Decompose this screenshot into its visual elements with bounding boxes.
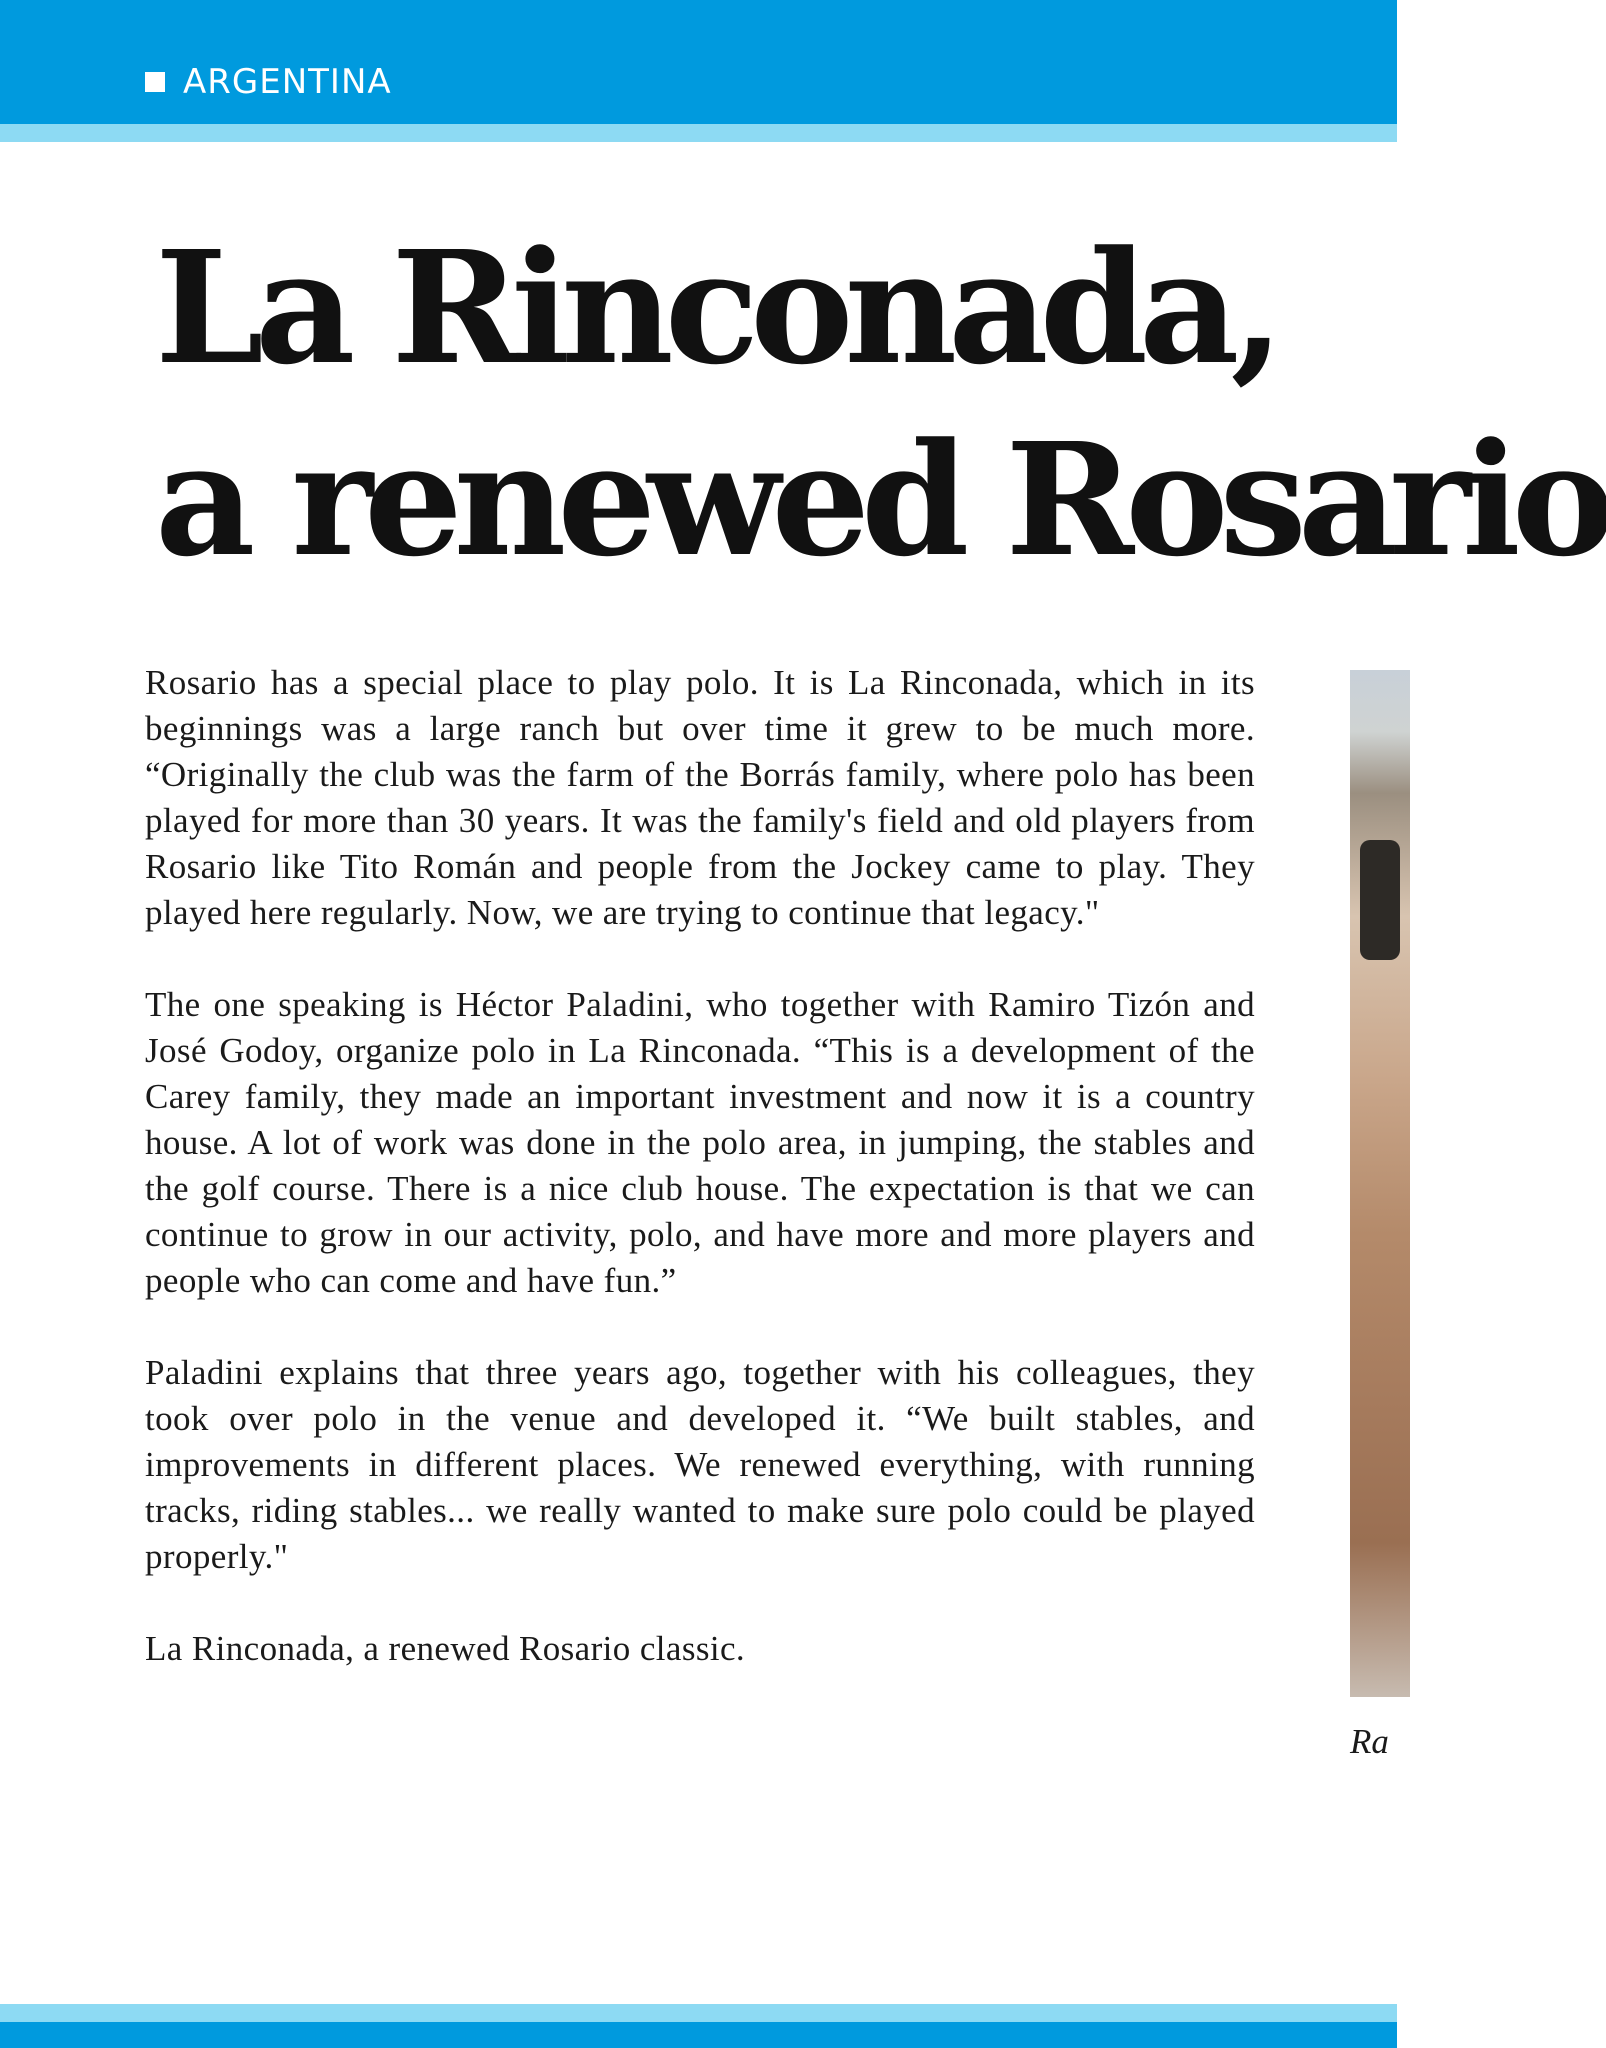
article-paragraph-2: The one speaking is Héctor Paladini, who together with Ramiro Tizón and José Godoy, organize polo in La Rinconada. “This is a development of the Carey family, they made an important investment and now it is a country house. A lot of work was done in the polo area, in jumping, the stables and the golf course. There is a nice club house. The expectation is that we can continue to grow in our activity, polo, and have more and more players and people who can come and have fun.” bbox=[145, 985, 1255, 1300]
bottom-color-bar bbox=[0, 2022, 1397, 2048]
article-closing-line: La Rinconada, a renewed Rosario classic. bbox=[145, 1629, 746, 1668]
headline-line-2: a renewed Rosario bbox=[155, 408, 1606, 591]
photo-caption: Ra bbox=[1350, 1722, 1389, 1761]
article-paragraph-3: Paladini explains that three years ago, together with his colleagues, they took over polo in the venue and developed it. “We built stables, and improvements in different places. We renewed everything, with running tracks, riding stables... we really wanted to make sure polo could be played properly." bbox=[145, 1353, 1255, 1576]
photo-detail bbox=[1360, 840, 1400, 960]
article-paragraph-1: Rosario has a special place to play polo. It is La Rinconada, which in its beginnings was a large ranch but over time it grew to be much more. “Originally the club was the farm of the Borrás family, where polo has been played for more than 30 years. It was the family's field and old players from Rosario like Tito Román and people from the Jockey came to play. They played here regularly. Now, we are trying to continue that legacy." bbox=[145, 663, 1255, 932]
square-icon bbox=[145, 72, 165, 92]
section-label: ARGENTINA bbox=[183, 62, 392, 102]
article-body bbox=[145, 660, 1255, 1672]
article-headline bbox=[155, 212, 1606, 596]
bottom-accent-stripe bbox=[0, 2004, 1397, 2022]
headline-line-1: La Rinconada, bbox=[155, 216, 1276, 399]
section-tag bbox=[145, 58, 392, 106]
portrait-photo bbox=[1350, 670, 1410, 1697]
top-accent-stripe bbox=[0, 124, 1397, 142]
